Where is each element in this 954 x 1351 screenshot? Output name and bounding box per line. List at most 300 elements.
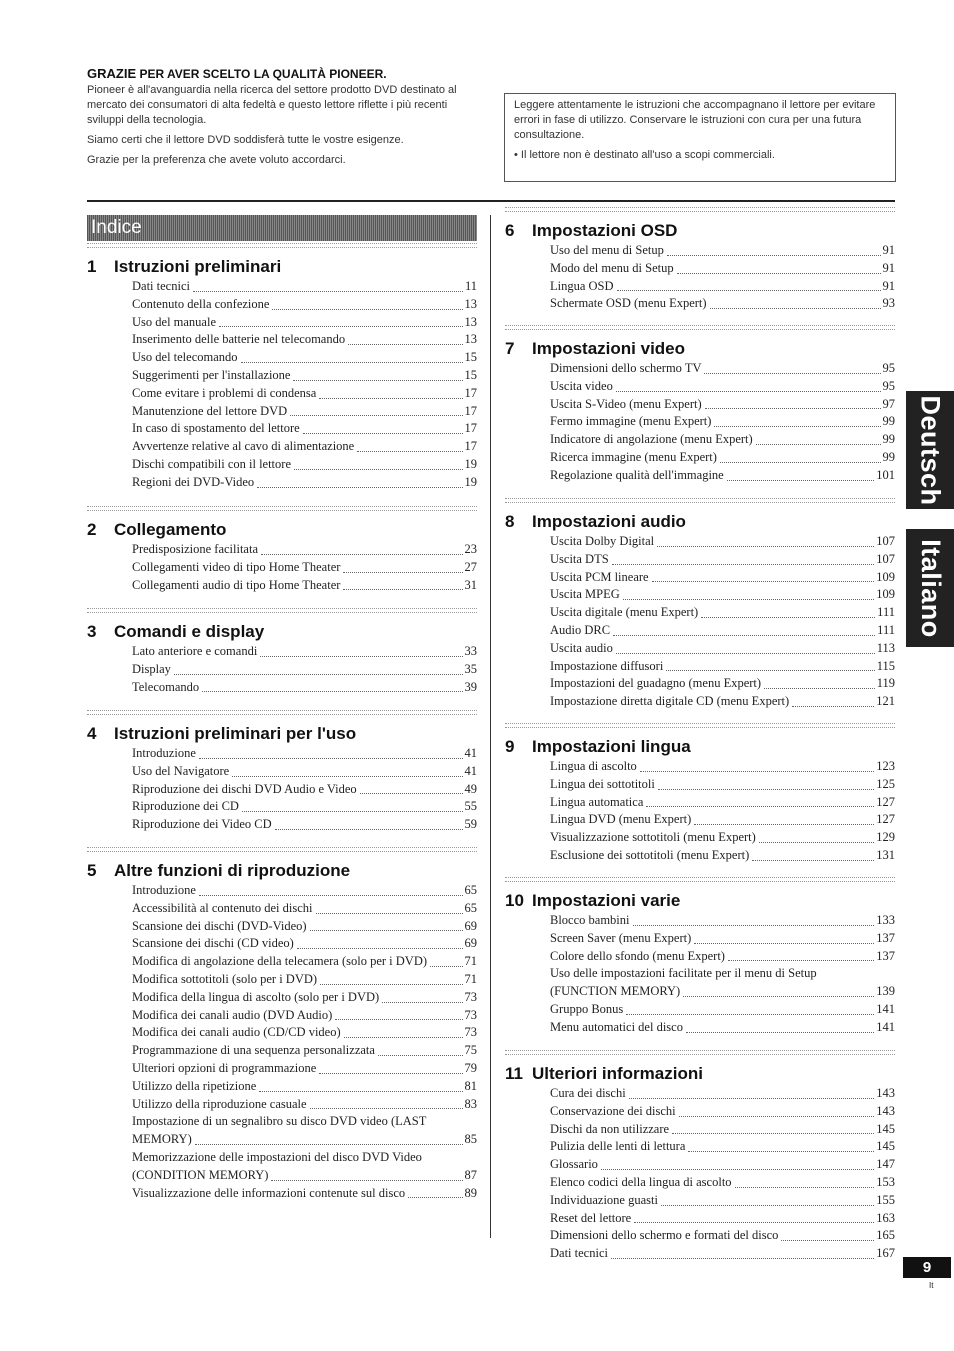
toc-entry-page: 59	[464, 817, 477, 832]
intro-heading-big: GRAZIE	[87, 66, 137, 81]
toc-entry[interactable]	[132, 1096, 477, 1114]
toc-entry-page: 133	[876, 913, 895, 927]
toc-entry[interactable]	[550, 1210, 895, 1228]
toc-entry-title: Collegamenti video di tipo Home Theater	[132, 559, 341, 574]
toc-entry-page: 17	[464, 385, 477, 400]
toc-entry[interactable]	[132, 385, 477, 403]
toc-entry-title: Uscita video	[550, 378, 613, 393]
section-entries	[505, 360, 895, 485]
section-heading	[505, 736, 895, 758]
dot-leader	[617, 290, 881, 291]
toc-entry-page: 107	[876, 534, 895, 548]
toc-entry-page: 91	[882, 260, 895, 275]
toc-entry[interactable]	[132, 349, 477, 367]
intro-paragraph: Grazie per la preferenza che avete voluto accordarci.	[87, 154, 346, 166]
dot-leader	[667, 255, 881, 256]
section-number: 3	[87, 622, 97, 641]
dot-leader	[241, 362, 463, 363]
intro-text	[87, 66, 482, 173]
toc-entry-title: Utilizzo della riproduzione casuale	[132, 1096, 307, 1111]
toc-entry-page: 129	[876, 830, 895, 845]
toc-entry-title: Elenco codici della lingua di ascolto	[550, 1174, 732, 1189]
toc-entry[interactable]	[132, 456, 477, 474]
toc-entry-title: Colore dello sfondo (menu Expert)	[550, 948, 725, 963]
dot-leader	[430, 966, 462, 967]
section-number: 11	[505, 1064, 523, 1083]
toc-entry-title: Uscita Dolby Digital	[550, 534, 655, 548]
dot-leader	[759, 842, 874, 843]
toc-entry[interactable]	[550, 551, 895, 569]
toc-entry-title: Manutenzione del lettore DVD	[132, 403, 288, 418]
toc-entry[interactable]	[550, 1138, 895, 1156]
toc-entry[interactable]	[132, 314, 477, 332]
toc-entry-page: 81	[464, 1078, 477, 1093]
dot-leader	[343, 572, 462, 573]
toc-entry-page: 131	[876, 847, 895, 862]
section-entries	[505, 758, 895, 865]
toc-entry[interactable]	[550, 378, 895, 396]
dot-leader	[257, 487, 462, 488]
section-separator	[505, 1050, 895, 1055]
toc-entry-title: Avvertenze relative al cavo di alimentazione	[132, 439, 355, 454]
dot-leader	[360, 793, 463, 794]
section-entries	[505, 533, 895, 711]
toc-entry-title: Predisposizione facilitata	[132, 542, 259, 556]
toc-entry[interactable]	[132, 661, 477, 679]
toc-entry[interactable]	[132, 798, 477, 816]
dot-leader	[686, 1032, 874, 1033]
toc-entry-page: 13	[464, 332, 477, 347]
section-entries	[87, 643, 477, 696]
toc-entry[interactable]	[550, 278, 895, 296]
toc-entry[interactable]	[550, 693, 895, 711]
toc-entry[interactable]	[550, 396, 895, 414]
dot-leader	[616, 391, 881, 392]
toc-entry-page: 73	[464, 1025, 477, 1040]
toc-entry-page: 79	[464, 1060, 477, 1075]
toc-section	[87, 243, 477, 492]
toc-entry-title: Modifica della lingua di ascolto (solo per i DVD)	[132, 989, 380, 1004]
toc-entry-title: Fermo immagine (menu Expert)	[550, 414, 712, 429]
section-number: 6	[505, 221, 515, 240]
dot-leader	[694, 943, 874, 944]
dot-leader	[727, 480, 875, 481]
dot-leader	[232, 776, 462, 777]
toc-entry[interactable]	[550, 467, 895, 485]
toc-entry-page: 85	[464, 1132, 477, 1147]
toc-entry[interactable]	[550, 794, 895, 812]
toc-entry-title: Introduzione	[132, 746, 196, 760]
toc-entry[interactable]	[550, 260, 895, 278]
toc-entry-page: 69	[464, 936, 477, 951]
toc-entry-title: Ricerca immagine (menu Expert)	[550, 449, 717, 464]
toc-entry-title: Audio DRC	[550, 622, 611, 637]
dot-leader	[275, 829, 463, 830]
dot-leader	[666, 670, 874, 671]
dot-leader	[319, 398, 462, 399]
toc-entry-page: 19	[464, 456, 477, 471]
dot-leader	[714, 426, 880, 427]
section-heading	[87, 519, 477, 541]
toc-entry[interactable]	[132, 367, 477, 385]
toc-entry-title: Uso del manuale	[132, 314, 217, 329]
toc-entry[interactable]	[550, 640, 895, 658]
toc-entry-title: Uscita audio	[550, 640, 613, 655]
toc-entry[interactable]	[132, 935, 477, 953]
toc-entry-page: 101	[876, 467, 895, 482]
toc-entry-title: Uso del Navigatore	[132, 763, 230, 778]
toc-entry-title: Modo del menu di Setup	[550, 260, 674, 275]
toc-section	[87, 608, 477, 696]
toc-entry-title: Contenuto della confezione	[132, 296, 270, 311]
toc-entry-title: Regioni dei DVD-Video	[132, 474, 255, 489]
toc-entry[interactable]	[550, 1192, 895, 1210]
toc-entry[interactable]	[550, 758, 895, 776]
dot-leader	[195, 1144, 463, 1145]
toc-entry-title: Lingua OSD	[550, 278, 614, 293]
section-title: Altre funzioni di riproduzione	[114, 861, 351, 880]
toc-entry[interactable]	[132, 1078, 477, 1096]
toc-entry-page: 109	[876, 587, 895, 602]
toc-entry-title: Dischi da non utilizzare	[550, 1121, 670, 1136]
section-separator	[87, 710, 477, 715]
section-title: Impostazioni OSD	[532, 221, 678, 240]
toc-entry[interactable]	[550, 1103, 895, 1121]
dot-leader	[661, 1205, 874, 1206]
dot-leader	[303, 433, 463, 434]
dot-leader	[640, 771, 874, 772]
section-separator	[505, 723, 895, 728]
dot-leader	[735, 1187, 875, 1188]
toc-entry[interactable]	[132, 403, 477, 421]
toc-entry[interactable]	[132, 918, 477, 936]
section-number: 7	[505, 339, 515, 358]
dot-leader	[611, 1258, 874, 1259]
toc-entry-page: 15	[464, 367, 477, 382]
toc-entry[interactable]	[132, 1060, 477, 1078]
toc-entry-page: 27	[464, 559, 477, 574]
toc-entry[interactable]	[132, 1131, 477, 1149]
toc-entry[interactable]	[550, 948, 895, 966]
toc-entry[interactable]	[550, 829, 895, 847]
toc-entry[interactable]	[132, 781, 477, 799]
toc-entry-title: Ulteriori opzioni di programmazione	[132, 1060, 317, 1075]
page-number: 9	[903, 1257, 951, 1278]
toc-entry-page: 75	[464, 1043, 477, 1058]
dot-leader	[202, 691, 462, 692]
toc-entry-page: 23	[464, 542, 477, 556]
toc-entry[interactable]	[550, 811, 895, 829]
dot-leader	[601, 1169, 874, 1170]
toc-entry-title: Uscita S-Video (menu Expert)	[550, 396, 702, 411]
toc-entry[interactable]	[550, 1019, 895, 1037]
toc-entry-title: Modifica sottotitoli (solo per i DVD)	[132, 971, 318, 986]
toc-entry[interactable]	[550, 622, 895, 640]
toc-entry-page: 99	[882, 449, 895, 464]
toc-entry-page: 153	[876, 1174, 895, 1189]
toc-entry-line: Impostazione di un segnalibro su disco DVD video (LAST	[132, 1114, 427, 1129]
indice-title: Indice	[91, 217, 142, 238]
toc-entry-title: Cura dei dischi	[550, 1086, 626, 1100]
section-entries	[87, 278, 477, 492]
notice-box	[504, 93, 896, 182]
toc-entry[interactable]	[132, 971, 477, 989]
dot-leader	[260, 656, 462, 657]
section-heading	[87, 256, 477, 278]
toc-entry[interactable]	[132, 296, 477, 314]
toc-entry[interactable]	[132, 1042, 477, 1060]
toc-entry[interactable]	[550, 449, 895, 467]
toc-entry-page: 141	[876, 1001, 895, 1016]
toc-entry[interactable]	[550, 1174, 895, 1192]
toc-entry-title: Pulizia delle lenti di lettura	[550, 1139, 686, 1154]
section-separator	[505, 877, 895, 882]
toc-entry-page: 145	[876, 1139, 895, 1154]
toc-entry-title: Lingua DVD (menu Expert)	[550, 812, 692, 827]
toc-entry-title: Uscita MPEG	[550, 587, 620, 602]
toc-entry[interactable]	[550, 242, 895, 260]
toc-entry[interactable]	[550, 1085, 895, 1103]
toc-entry-page: 127	[876, 812, 895, 827]
toc-entry[interactable]	[550, 413, 895, 431]
toc-entry-page: 31	[464, 577, 477, 592]
toc-entry[interactable]	[550, 1156, 895, 1174]
toc-entry[interactable]	[550, 675, 895, 693]
toc-section	[87, 506, 477, 594]
toc-entry-title: Schermate OSD (menu Expert)	[550, 296, 707, 311]
section-separator	[87, 847, 477, 852]
toc-entry[interactable]	[550, 360, 895, 378]
toc-entry[interactable]	[550, 930, 895, 948]
toc-entry[interactable]	[132, 278, 477, 296]
notice-bullet: • Il lettore non è destinato all'uso a scopi commerciali.	[514, 149, 775, 161]
section-heading	[87, 723, 477, 745]
tab-italiano[interactable]	[906, 529, 954, 647]
toc-entry-page: 65	[464, 900, 477, 915]
toc-entry[interactable]	[550, 533, 895, 551]
toc-entry[interactable]	[132, 559, 477, 577]
toc-entry-title: Dimensioni dello schermo e formati del disco	[550, 1228, 779, 1243]
toc-entry-title: Modifica dei canali audio (DVD Audio)	[132, 1007, 333, 1022]
toc-entry[interactable]	[550, 586, 895, 604]
section-heading	[505, 338, 895, 360]
toc-entry[interactable]	[132, 745, 477, 763]
toc-entry-title: Riproduzione dei Video CD	[132, 817, 272, 832]
toc-entry[interactable]	[132, 331, 477, 349]
toc-entry-title: Visualizzazione delle informazioni contenute sul disco	[132, 1185, 406, 1200]
toc-entry-page: 113	[876, 640, 895, 655]
dot-leader	[646, 806, 874, 807]
toc-section	[87, 847, 477, 1202]
toc-entry[interactable]	[550, 431, 895, 449]
toc-entry[interactable]	[132, 577, 477, 595]
section-number: 9	[505, 737, 515, 756]
toc-entry[interactable]	[132, 763, 477, 781]
dot-leader	[382, 1002, 462, 1003]
toc-entry[interactable]	[132, 953, 477, 971]
toc-entry-page: 15	[464, 350, 477, 365]
toc-entry[interactable]	[132, 1007, 477, 1025]
dot-leader	[792, 706, 874, 707]
dot-leader	[764, 688, 875, 689]
toc-entry[interactable]	[550, 1121, 895, 1139]
intro-heading-rest: PER AVER SCELTO LA QUALITÀ PIONEER.	[136, 67, 387, 81]
toc-entry-title: Scansione dei dischi (CD video)	[132, 936, 294, 951]
toc-entry-title: (CONDITION MEMORY)	[132, 1167, 269, 1182]
toc-section	[87, 710, 477, 834]
toc-entry[interactable]	[132, 989, 477, 1007]
dot-leader	[616, 653, 875, 654]
toc-section	[505, 723, 895, 865]
toc-entry-page: 65	[464, 883, 477, 897]
toc-entry-page: 11	[464, 279, 477, 293]
toc-entry-page: 71	[464, 971, 477, 986]
toc-entry-page: 111	[877, 605, 895, 620]
toc-entry-title: Dischi compatibili con il lettore	[132, 456, 291, 471]
toc-entry[interactable]	[132, 816, 477, 834]
dot-leader	[378, 1055, 463, 1056]
toc-entry-page: 99	[882, 432, 895, 447]
tab-deutsch[interactable]	[906, 391, 954, 509]
dot-leader	[683, 996, 874, 997]
toc-entry-page: 167	[876, 1246, 895, 1261]
section-entries	[505, 242, 895, 313]
section-separator	[505, 325, 895, 330]
toc-entry-title: Gruppo Bonus	[550, 1001, 624, 1016]
dot-leader	[310, 930, 463, 931]
toc-entry[interactable]	[132, 643, 477, 661]
toc-entry-page: 69	[464, 918, 477, 933]
dot-leader	[319, 1073, 462, 1074]
section-title: Collegamento	[114, 520, 227, 539]
section-title: Impostazioni lingua	[532, 737, 691, 756]
toc-entry[interactable]	[550, 776, 895, 794]
toc-entry-title: Impostazione diretta digitale CD (menu Expert)	[550, 694, 790, 709]
toc-entry[interactable]	[132, 541, 477, 559]
dot-leader	[193, 291, 463, 292]
toc-entry-title: Accessibilità al contenuto dei dischi	[132, 900, 313, 915]
toc-entry-title: Lato anteriore e comandi	[132, 644, 258, 658]
toc-entry[interactable]	[550, 1227, 895, 1245]
header-rule	[87, 200, 895, 202]
toc-entry-title: Lingua di ascolto	[550, 759, 637, 773]
toc-entry[interactable]	[550, 295, 895, 313]
dot-leader	[634, 1222, 874, 1223]
toc-entry-title: Suggerimenti per l'installazione	[132, 367, 291, 382]
toc-entry-page: 73	[464, 989, 477, 1004]
toc-entry[interactable]	[550, 1001, 895, 1019]
toc-entry[interactable]	[550, 569, 895, 587]
column-divider	[490, 215, 491, 1238]
dot-leader	[310, 1108, 463, 1109]
toc-entry[interactable]	[550, 604, 895, 622]
section-entries	[505, 912, 895, 1037]
toc-entry[interactable]	[132, 679, 477, 697]
toc-entry-title: Uscita DTS	[550, 551, 609, 566]
toc-entry-title: Modifica di angolazione della telecamera (solo per i DVD)	[132, 954, 428, 969]
toc-entry-title: In caso di spostamento del lettore	[132, 421, 300, 436]
toc-entry[interactable]	[132, 1024, 477, 1042]
toc-entry-page: 91	[882, 278, 895, 293]
toc-entry-page: 111	[877, 622, 895, 637]
toc-entry[interactable]	[550, 983, 895, 1001]
dot-leader	[343, 589, 462, 590]
toc-section	[505, 325, 895, 485]
toc-entry-title: Display	[132, 661, 171, 676]
toc-entry[interactable]	[132, 1185, 477, 1203]
toc-entry-page: 143	[876, 1086, 895, 1100]
toc-entry-title: Collegamenti audio di tipo Home Theater	[132, 577, 341, 592]
toc-entry-title: Riproduzione dei CD	[132, 799, 239, 814]
section-number: 2	[87, 520, 97, 539]
section-title: Impostazioni video	[532, 339, 686, 358]
toc-entry[interactable]	[550, 658, 895, 676]
dot-leader	[316, 913, 463, 914]
toc-entry-title: Come evitare i problemi di condensa	[132, 385, 317, 400]
toc-entry-page: 17	[464, 421, 477, 436]
dot-leader	[613, 635, 875, 636]
toc-entry-title: Uso del telecomando	[132, 350, 238, 365]
dot-leader	[261, 554, 462, 555]
dot-leader	[199, 758, 463, 759]
toc-entry[interactable]	[132, 1167, 477, 1185]
toc-entry-page: 127	[876, 794, 895, 809]
toc-entry-title: Dati tecnici	[550, 1246, 608, 1261]
section-entries	[87, 882, 477, 1202]
dot-leader	[297, 948, 463, 949]
section-title: Comandi e display	[114, 622, 265, 641]
toc-entry-title: Inserimento delle batterie nel telecomando	[132, 332, 346, 347]
toc-entry-page: 13	[464, 314, 477, 329]
toc-entry[interactable]	[132, 900, 477, 918]
dot-leader	[612, 564, 875, 565]
toc-entry[interactable]	[550, 912, 895, 930]
section-separator	[505, 498, 895, 503]
dot-leader	[242, 811, 463, 812]
section-heading	[87, 860, 477, 882]
dot-leader	[677, 273, 881, 274]
dot-leader	[294, 469, 463, 470]
dot-leader	[344, 1037, 463, 1038]
dot-leader	[408, 1197, 462, 1198]
dot-leader	[290, 415, 462, 416]
toc-entry[interactable]	[550, 847, 895, 865]
toc-entry[interactable]	[132, 474, 477, 492]
toc-entry[interactable]	[132, 438, 477, 456]
toc-entry-page: 95	[882, 378, 895, 393]
section-title: Impostazioni varie	[532, 891, 681, 910]
toc-entry-title: Regolazione qualità dell'immagine	[550, 467, 724, 482]
dot-leader	[720, 462, 881, 463]
toc-entry-page: 137	[876, 930, 895, 945]
toc-entry[interactable]	[550, 1245, 895, 1263]
toc-entry[interactable]	[132, 882, 477, 900]
dot-leader	[704, 373, 880, 374]
section-title: Istruzioni preliminari per l'uso	[114, 724, 357, 743]
dot-leader	[357, 451, 462, 452]
dot-leader	[293, 380, 462, 381]
toc-entry-page: 83	[464, 1096, 477, 1111]
toc-entry-page: 121	[876, 694, 895, 709]
toc-entry-page: 49	[464, 781, 477, 796]
toc-entry-title: Reset del lettore	[550, 1210, 632, 1225]
section-heading	[505, 1063, 895, 1085]
section-heading	[505, 511, 895, 533]
toc-entry-page: 107	[876, 551, 895, 566]
dot-leader	[710, 308, 881, 309]
toc-entry[interactable]	[132, 420, 477, 438]
toc-entry-page: 155	[876, 1192, 895, 1207]
